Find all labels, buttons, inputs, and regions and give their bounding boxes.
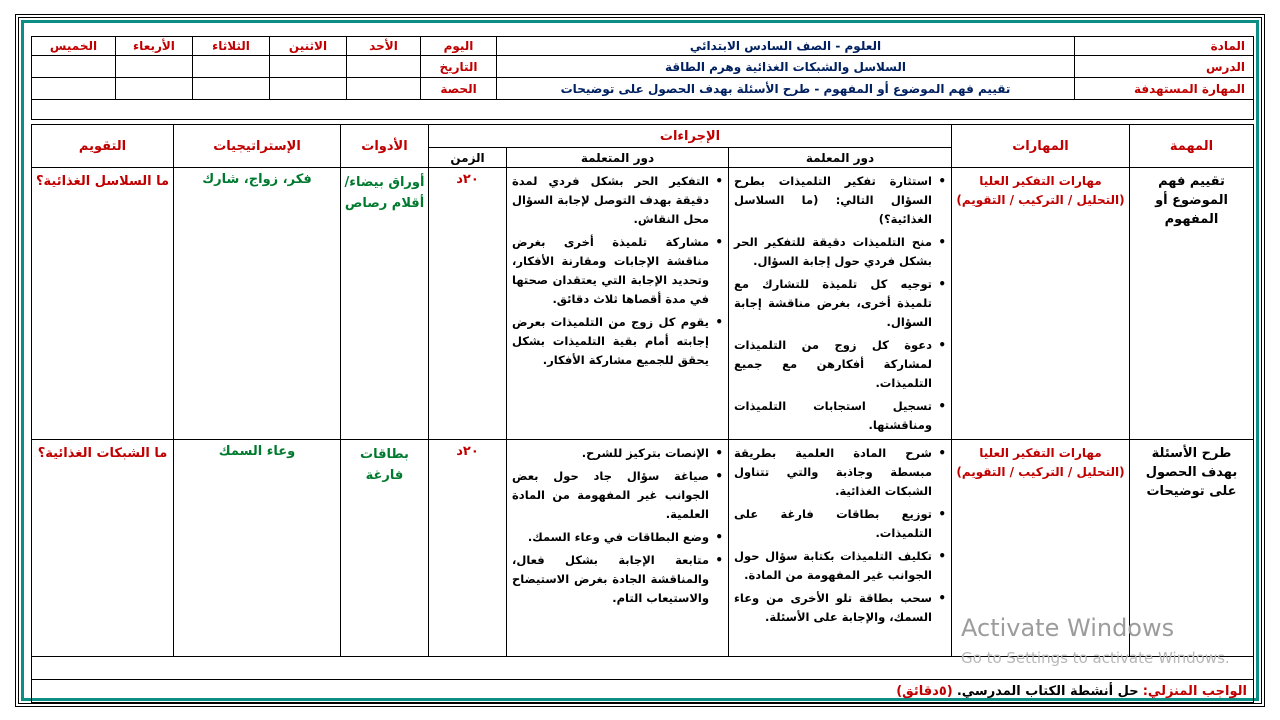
col-procedures: الإجراءات	[429, 125, 952, 148]
activate-windows-title: Activate Windows	[961, 614, 1175, 642]
time-cell: ٢٠د	[429, 168, 507, 440]
homework-label: الواجب المنزلي:	[1142, 683, 1247, 699]
list-item: • متابعة الإجابة بشكل فعال، والمناقشة الجادة بغرض الاستيضاح والاستيعاب التام.	[512, 551, 709, 608]
list-item: • وضع البطاقات في وعاء السمك.	[512, 528, 709, 547]
list-item: • الإنصات بتركيز للشرح.	[512, 444, 709, 463]
list-item: • مشاركة تلميذة أخرى بغرض مناقشة الإجابات ومقارنة الأفكار، وتحديد الإجابة التي يعتقدان صحتها في مدة أقصاها ثلاث دقائق.	[512, 233, 709, 309]
homework-time: (٥دقائق)	[896, 683, 953, 699]
strategy-cell: فكر، زواج، شارك	[174, 168, 341, 440]
col-evaluation: التقويم	[32, 125, 174, 168]
evaluation-cell: ما السلاسل الغذائية؟	[32, 168, 174, 440]
list-item: • دعوة كل زوج من التلميذات لمشاركة أفكارهن مع جميع التلميذات.	[734, 336, 932, 393]
date-cell	[193, 56, 270, 78]
homework-row	[32, 680, 1254, 703]
skills-cell: مهارات التفكير العليا (التحليل / التركيب / التقويم)	[952, 168, 1130, 440]
lesson-value: السلاسل والشبكات الغذائية وهرم الطاقة	[497, 56, 1075, 78]
date-label: التاريخ	[421, 56, 497, 78]
period-label: الحصة	[421, 78, 497, 100]
period-cell	[116, 78, 193, 100]
spacer-row	[32, 100, 1254, 120]
subject-label: المادة	[1075, 37, 1254, 56]
period-cell	[193, 78, 270, 100]
lesson-label: الدرس	[1075, 56, 1254, 78]
list-item: • توزيع بطاقات فارغة على التلميذات.	[734, 505, 932, 543]
tools-cell: بطاقات فارغة	[341, 440, 429, 657]
col-student-role: دور المتعلمة	[507, 148, 729, 168]
list-item: • تكليف التلميذات بكتابة سؤال حول الجوانب غير المفهومة من المادة.	[734, 547, 932, 585]
skills-cell: مهارات التفكير العليا (التحليل / التركيب / التقويم)	[952, 440, 1130, 657]
day-tuesday: الثلاثاء	[193, 37, 270, 56]
day-wednesday: الأربعاء	[116, 37, 193, 56]
col-teacher-role: دور المعلمة	[729, 148, 952, 168]
col-time: الزمن	[429, 148, 507, 168]
col-skills: المهارات	[952, 125, 1130, 168]
tools-cell: أوراق بيضاء/ أقلام رصاص	[341, 168, 429, 440]
list-item: • شرح المادة العلمية بطريقة مبسطة وجاذبة والتي تتناول الشبكات الغذائية.	[734, 444, 932, 501]
list-item: • سحب بطاقة تلو الأخرى من وعاء السمك، والإجابة على الأسئلة.	[734, 589, 932, 627]
list-item: • صياغة سؤال جاد حول بعض الجوانب غير المفهومة من المادة العلمية.	[512, 467, 709, 524]
student-role-cell	[507, 440, 729, 657]
list-item: • تسجيل استجابات التلميذات ومناقشتها.	[734, 397, 932, 435]
col-task: المهمة	[1130, 125, 1254, 168]
date-cell	[270, 56, 347, 78]
date-cell	[116, 56, 193, 78]
task-cell: طرح الأسئلة بهدف الحصول على توضيحات	[1130, 440, 1254, 657]
list-item: • التفكير الحر بشكل فردي لمدة دقيقة بهدف التوصل لإجابة السؤال محل النقاش.	[512, 172, 709, 229]
day-sunday: الأحد	[347, 37, 421, 56]
list-item: • يقوم كل زوج من التلميذات بعرض إجابته أمام بقية التلميذات بشكل يحقق للجميع مشاركة الأفكار.	[512, 313, 709, 370]
subject-value: العلوم - الصف السادس الابتدائي	[497, 37, 1075, 56]
list-item: • استثارة تفكير التلميذات بطرح السؤال التالي: (ما السلاسل الغذائية؟)	[734, 172, 932, 229]
period-cell	[32, 78, 116, 100]
header-table	[31, 36, 1254, 120]
activate-windows-subtitle: Go to Settings to activate Windows.	[961, 649, 1230, 667]
col-tools: الأدوات	[341, 125, 429, 168]
day-label: اليوم	[421, 37, 497, 56]
teacher-role-cell	[729, 168, 952, 440]
task-cell: تقييم فهم الموضوع أو المفهوم	[1130, 168, 1254, 440]
date-cell	[32, 56, 116, 78]
strategy-cell: وعاء السمك	[174, 440, 341, 657]
student-role-cell	[507, 168, 729, 440]
teacher-role-cell	[729, 440, 952, 657]
date-cell	[347, 56, 421, 78]
time-cell: ٢٠د	[429, 440, 507, 657]
table-row	[32, 168, 1254, 440]
day-monday: الاثنين	[270, 37, 347, 56]
homework-text: حل أنشطة الكتاب المدرسي.	[956, 683, 1139, 699]
col-strategies: الإستراتيجيات	[174, 125, 341, 168]
day-thursday: الخميس	[32, 37, 116, 56]
target-skill-value: تقييم فهم الموضوع أو المفهوم - طرح الأسئلة بهدف الحصول على توضيحات	[497, 78, 1075, 100]
period-cell	[270, 78, 347, 100]
list-item: • توجيه كل تلميذة للتشارك مع تلميذة أخرى، بغرض مناقشة إجابة السؤال.	[734, 275, 932, 332]
target-skill-label: المهارة المستهدفة	[1075, 78, 1254, 100]
period-cell	[347, 78, 421, 100]
list-item: • منح التلميذات دقيقة للتفكير الحر بشكل فردي حول إجابة السؤال.	[734, 233, 932, 271]
evaluation-cell: ما الشبكات الغذائية؟	[32, 440, 174, 657]
